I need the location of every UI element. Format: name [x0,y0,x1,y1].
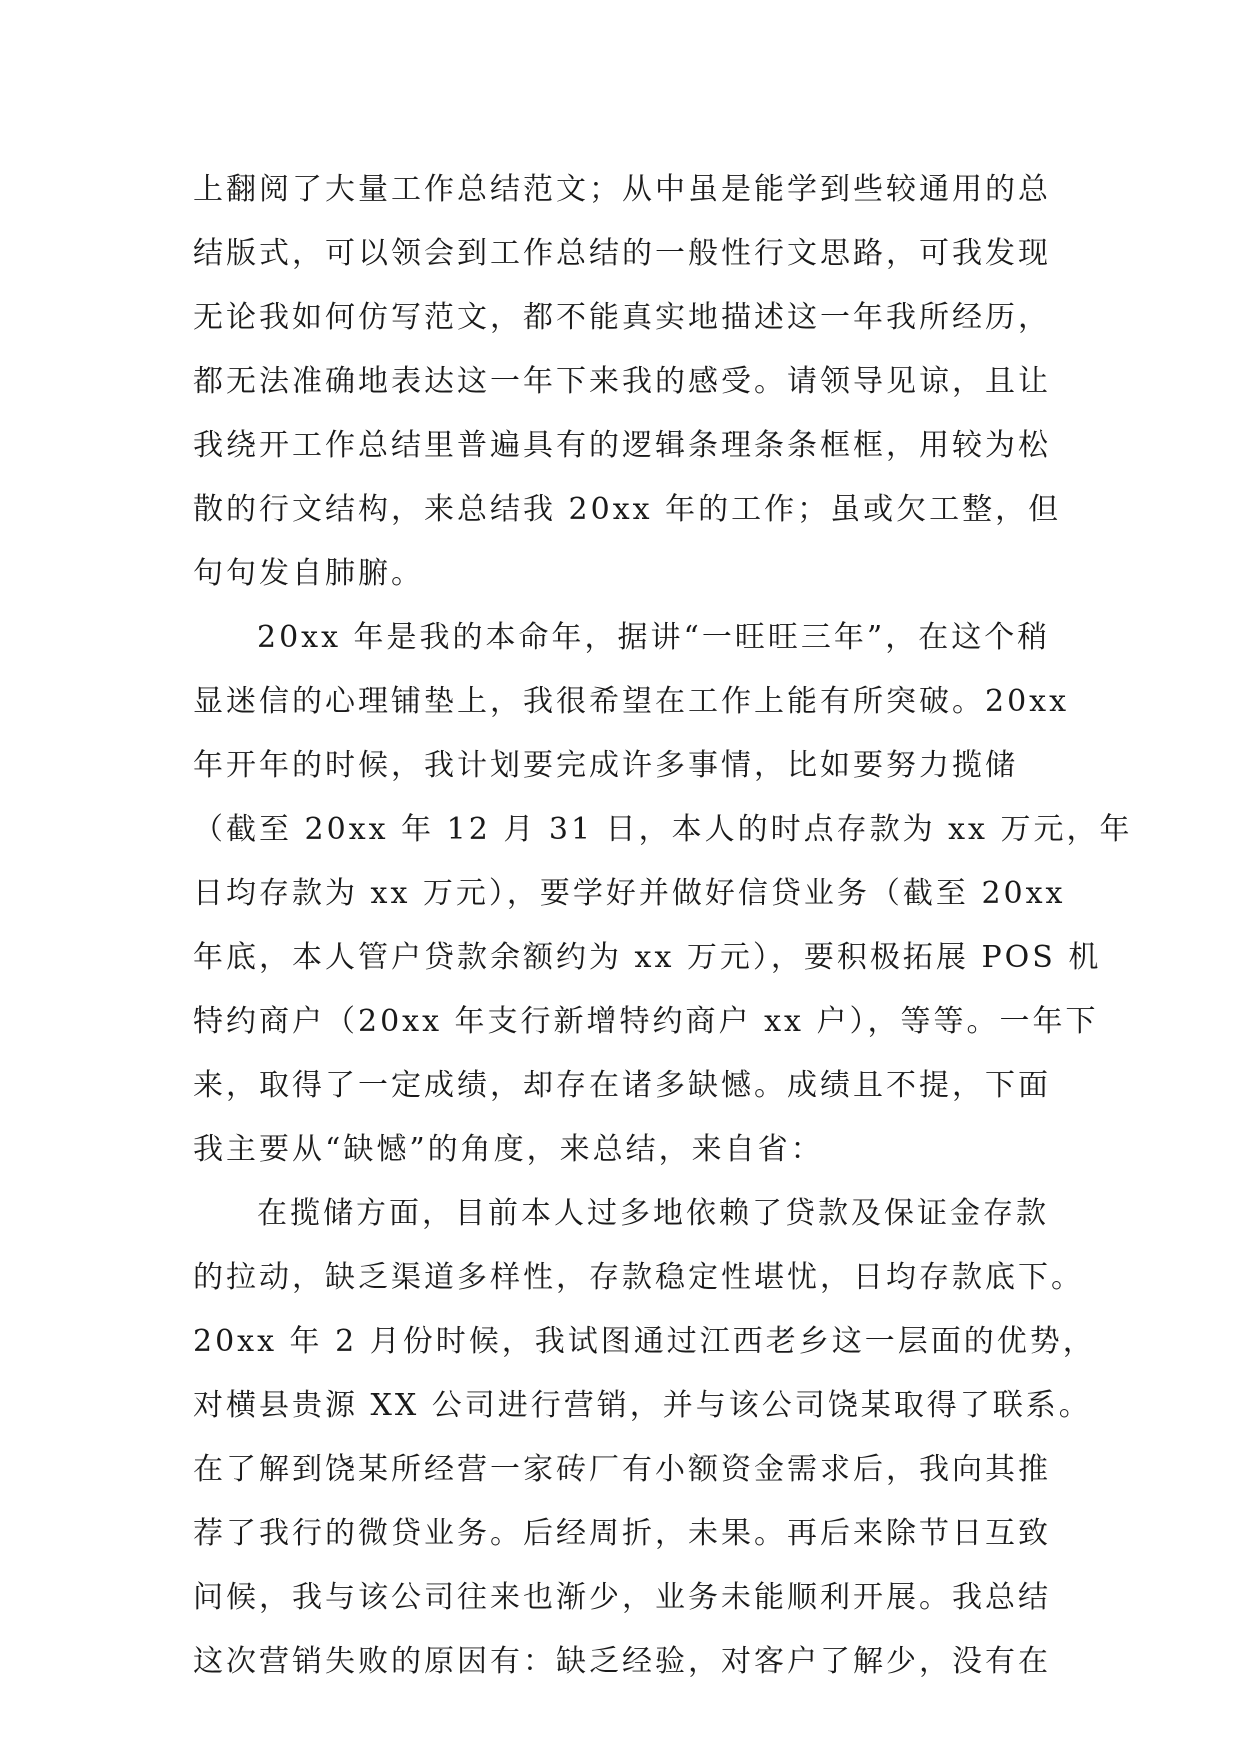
document-body [193,158,1133,1694]
text-line: 20xx 年 2 月份时候，我试图通过江西老乡这一层面的优势， [193,1324,1096,1359]
text-line: 来，取得了一定成绩，却存在诸多缺憾。成绩且不提，下面 [193,1068,1051,1103]
paragraph-2 [193,606,1133,1182]
text-line: 都无法准确地表达这一年下来我的感受。请领导见谅，且让 [193,364,1051,399]
text-line: 在揽储方面，目前本人过多地依赖了贷款及保证金存款 [257,1196,1049,1231]
text-line: 问候，我与该公司往来也渐少，业务未能顺利开展。我总结 [193,1580,1051,1615]
text-line: （截至 20xx 年 12 月 31 日，本人的时点存款为 xx 万元，年 [193,812,1133,847]
text-line: 显迷信的心理铺垫上，我很希望在工作上能有所突破。20xx [193,684,1070,719]
text-line: 荐了我行的微贷业务。后经周折，未果。再后来除节日互致 [193,1516,1051,1551]
text-line: 散的行文结构，来总结我 20xx 年的工作；虽或欠工整，但 [193,492,1062,527]
text-line: 日均存款为 xx 万元），要学好并做好信贷业务（截至 20xx [193,876,1066,911]
text-line: 特约商户（20xx 年支行新增特约商户 xx 户），等等。一年下 [193,1004,1099,1039]
text-line: 的拉动，缺乏渠道多样性，存款稳定性堪忧，日均存款底下。 [193,1260,1084,1295]
paragraph-1 [193,158,1063,606]
text-line: 我主要从“缺憾”的角度，来总结，来自省： [193,1132,824,1167]
text-line: 20xx 年是我的本命年，据讲“一旺旺三年”，在这个稍 [257,620,1051,655]
text-line: 年底，本人管户贷款余额约为 xx 万元），要积极拓展 POS 机 [193,940,1102,975]
paragraph-3 [193,1182,1096,1694]
text-line: 结版式，可以领会到工作总结的一般性行文思路，可我发现 [193,236,1051,271]
text-line: 我绕开工作总结里普遍具有的逻辑条理条条框框，用较为松 [193,428,1051,463]
text-line: 对横县贵源 XX 公司进行营销，并与该公司饶某取得了联系。 [193,1388,1092,1423]
text-line: 这次营销失败的原因有：缺乏经验，对客户了解少，没有在 [193,1644,1051,1679]
text-line: 句句发自肺腑。 [193,556,424,591]
text-line: 上翻阅了大量工作总结范文；从中虽是能学到些较通用的总 [193,172,1051,207]
text-line: 在了解到饶某所经营一家砖厂有小额资金需求后，我向其推 [193,1452,1051,1487]
text-line: 无论我如何仿写范文，都不能真实地描述这一年我所经历， [193,300,1051,335]
text-line: 年开年的时候，我计划要完成许多事情，比如要努力揽储 [193,748,1018,783]
